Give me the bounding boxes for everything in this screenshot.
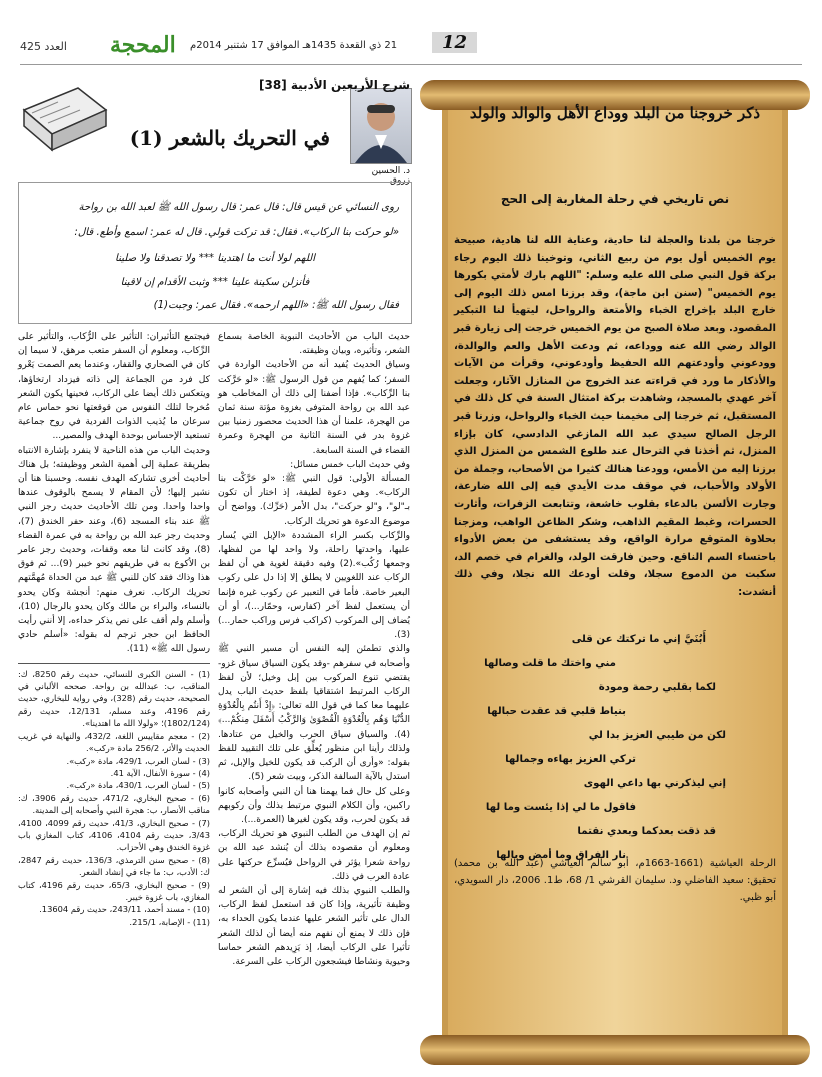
footnote: (11) - الإصابة، 215/1.: [129, 916, 210, 927]
paragraph: ثم إن الهدف من الطلب النبوي هو تحريك الركاب، ومعلوم أن مقصوده بذلك أن يُنشد عبد الله بن رواحة شعرا يؤثر في الرواحل فيُسرِّع حركتها على عادة العرب في ذلك.: [218, 829, 410, 882]
article-title: في التحريك بالشعر (1): [129, 126, 330, 150]
article-column-right: [218, 330, 410, 969]
poem: [454, 628, 776, 868]
author-name: د. الحسين زروق: [371, 166, 410, 186]
page-number: 12: [432, 32, 477, 53]
footnote: (6) - صحيح البخاري، 471/2، حديث رقم 3906، ك: مناقب الأنصار، ب: هجرة النبي وأصحابه إلى المدينة.: [18, 792, 210, 816]
paragraph: والرِّكاب بكسر الراء المشددة «الإبل التي يُسار عليها، واحدتها راحلة، ولا واحد لها من لفظها، وجمعها رُكُب».(2) وفيه دقيقة لغوية هي أن لفظ الركاب عند اللغويين لا يطلق إلا إذا دل على ركوب البعير خاصة. فأما في التعبير عن ركوب غيره فإنما أن يستعمل لفظ آخر (كفارس، وحمّار...)، أو أن يُضاف إلى المركوب (كراكب فرس وراكب حمار...) (3).: [218, 530, 410, 641]
page-header: [20, 30, 802, 65]
article-column-left: [18, 330, 210, 928]
quote-line: اللهم لولا أنت ما اهتدينا *** ولا تصدقنا ولا صلينا: [114, 253, 316, 264]
paragraph: فيجتمع التأثيران: التأثير على الرُّكاب، والتأثير على الرِّكاب، ومعلوم أن السفر متعب مرهق، لا سيما إن كان في الصحاري والقفار، وعندما يعم الصمت يَعْرو كل فرد من الجماعة إلى ذاته فيزداد ارتخاؤها، ويتعكس ذلك أيضا على الركاب، فحينها يكون الشعر مُخرجا لتلك النفوس من قوقعتها نحو حماس عام سرعان ما يُذيب الذوات الفردية في روح جماعية تستعيد الإحساس بوحدة الهدف والمصير...: [18, 332, 210, 442]
footnote: (9) - صحيح البخاري، 65/3، حديث رقم 4196، كتاب المغازي، باب غزوة خيبر.: [18, 879, 210, 902]
quote-line: فأنزلن سكينة علينا *** وثبت الأقدام إن لاقينا: [120, 277, 310, 288]
book-icon: [18, 80, 110, 158]
quote-line: روى النسائي عن قيس قال: قال عمر: قال رسول الله ﷺ لعبد الله بن رواحة: [78, 202, 399, 213]
magazine-logo: المحجة: [110, 32, 176, 58]
paragraph: والطلب النبوي بذلك فيه إشارة إلى أن الشعر له وظيفة تأثيرية، وإذا كان قد استعمل لفظ الركاب، الدال على تأثير الشعر عليها عندما يكون الحداء به، فإن ذلك لا يمنع أن نفهم منه أيضا أن لذلك الشعر تأثيرا على الركاب أيضا، إذ يَزِيدهم الشعر حماسا وحيوية ونشاطا فيشجعون الركاب على السرعة.: [218, 885, 410, 967]
article-body: [18, 330, 410, 1070]
poem-line: قد ذقت بعدكما وبعدي نقتما: [577, 826, 716, 837]
issue-date: 21 ذي القعدة 1435هـ الموافق 17 شتنبر 2014م: [190, 40, 398, 51]
footnote-divider: [18, 663, 210, 664]
quote-line: فقال رسول الله ﷺ: «اللهم ارحمه». فقال عمر: وجبت(1): [153, 300, 399, 311]
poem-line: مني واختك ما قلت وصالها: [484, 658, 616, 669]
quote-line: «لو حركت بنا الركاب». فقال: قد تركت قولي. قال له عمر: اسمع وأطع. قال:: [74, 227, 399, 238]
poem-line: لكما بقلبي رحمة ومودة: [598, 682, 716, 693]
paragraph: حديث الباب من الأحاديث النبوية الخاصة بسماع الشعر، وتأثيره، وبيان وظيفته.: [218, 332, 410, 357]
paragraph: وفي حديث الباب خمس مسائل:: [290, 459, 410, 470]
hadith-quote-box: [18, 182, 412, 324]
poem-line: إني ليذكرني بها داعي الهوى: [583, 778, 726, 789]
poem-line: لكن من طيبي العزيز بدا لي: [588, 730, 726, 741]
paragraph: وعلى كل حال فما يهمنا هنا أن النبي وأصحابه كانوا راكبين، وأن الكلام النبوي مرتبط بذلك وأن ركوبهم قد يكون لحرب، وقد يكون لغيرها (العمرة...).: [218, 786, 410, 825]
scroll-title: ذكر خروجنا من البلد ووداع الأهل والوالد والولد: [469, 104, 761, 122]
history-scroll: [420, 80, 810, 1065]
footnote: (4) - سورة الأنفال، الآية 41.: [110, 767, 210, 778]
poem-line: أَبُنَيَّ إني ما تركتك عن قلى: [571, 634, 706, 645]
poem-line: بنياط قلبي قد عقدت حبالها: [487, 706, 626, 717]
issue-number: العدد 425: [20, 40, 67, 53]
scroll-reference: الرحلة العياشية (1661-1663م، أبو سالم العياشي (عبد الله بن محمد) تحقيق: سعيد الفاضلي ود. سليمان القرشي 1/ 68، ط1. 2006، دار السويدي، أبو ظبي.: [454, 858, 776, 903]
article-header: [18, 74, 410, 186]
poem-line: نار الفراق وما أمض وبالها: [496, 850, 626, 861]
footnote: (8) - صحيح سنن الترمذي، 136/3، حديث رقم 2847، ك: الأدب، ب: ما جاء في إنشاد الشعر.: [18, 854, 210, 878]
author-photo: [350, 88, 412, 164]
paragraph: وحديث الباب من هذه الناحية لا ينفرد بإشارة الانتباه بطريقة عملية إلى أهمية الشعر ووظيفته؛ بل هناك أحاديث أخرى تشاركه الهدف نفسه. وحسبنا هنا أن نشير إليها؛ لأن المقام لا يسمح بالوقوف عندها واحدا واحدا. ومن تلك الأحاديث حديث رجز النبي ﷺ عند بناء المسجد (6)، وعند حفر الخندق (7)، وحديث رجز عبد الله بن رواحة به في عمرة القضاء (8)، وقد كانت لنا معه وقفات، وحديث رجز عامر بن الأكوع به في طريقهم نحو خيبر (9)... ثم فوق هذا وذاك فقد كان للنبي ﷺ عبد من الحداة مُهمَّتهم تحريك الركاب. نعرف منهم: أنجشة وكان يحدو بالنساء، والبراء بن مالك وكان يحدو بالرجال (10)، وأسلم ولم أقف على نص يذكر حداءه، إلا أنني رأيت الحافظ ابن حجر ترجم له بقوله: «أسلم حادي رسول الله ﷺ» (11).: [18, 445, 210, 655]
footnote: (1) - السنن الكبرى للنسائي، حديث رقم 8250، ك: المناقب، ب: عبدالله بن رواحة. صححه الألباني في الصحيحة، حديث رقم (328)، وفي رواية للبخاري، حديث رقم 4196، وعند مسلم، 12/131، حديث رقم (1802/124)؛ «ولولا الله ما اهتدينا».: [18, 668, 211, 729]
paragraph: والذي تطمئن إليه النفس أن مسير النبي ﷺ وأصحابه في سفرهم -وقد يكون السياق سياق غزو- يقتضي تنوع المركوب بين إبل وخيل؛ لأن لفظ الركاب المرتبط اشتقاقيا بلفظ حديث الباب يدل عليهما معا كما في قول الله تعالى: ﴿إِذْ أَنتُم بِالْعُدْوَةِ الدُّنْيَا وَهُم بِالْعُدْوَةِ الْقُصْوَىٰ وَالرَّكْبُ أَسْفَلَ مِنكُمْ...﴾ (4). والسياق سياق الحرب والخيل من عتادها. ولذلك رأينا ابن منظور يُعلِّق على تلك التقييد للفظ بقوله: «وأرى أن الركب قد يكون للخيل والإبل، ثم استدل بالآية السالفة الذكر، وبيت شعر (5).: [218, 644, 410, 783]
paragraph: وسياق الحديث يُفيد أنه من الأحاديث الواردة في السفر؛ كما يُفهم من قول الرسول ﷺ: «لو حَرَّكت بنا الرِّكاب». فإذا أضفنا إلى ذلك أن المخاطب هو عبد الله بن رواحة المتوفى بغزوة مؤتة سنة ثمان من الهجرة، علمنا أن هذا الحديث محصور زمنيا بين غزوة بدر في السنة الثانية من الهجرة وعمرة القضاء في السنة السابعة.: [218, 360, 410, 456]
poem-line: فاقول ما لي إذا يئست وما لها: [485, 802, 636, 813]
series-title: شرح الأربعين الأدبية [38]: [259, 78, 410, 92]
footnote: (2) - معجم مقاييس اللغة، 432/2، والنهاية في غريب الحديث والأثر، 256/2 مادة «ركب».: [18, 730, 210, 754]
scroll-body-text: خرجنا من بلدنا والعجلة لنا حادية، وعناية الله لنا هادية، صبيحة يوم الخميس أول يوم من ربيع الثاني، وتوخينا ذلك اليوم رجاء بركة قول النبي صلى الله عليه وسلم: "اللهم بارك لأمتي بكورها يوم الخميس" (سنن ابن ماجة)، وقد برزنا امس ذلك اليوم إلى خارج البلد بإخراج الخباء والأمتعة والرواحل، ليتهيأ لنا التبكير المقصود. وبعد صلاة الصبح من يوم الخميس خرجت إلى زيارة قبر الوالد رضي الله عنه ووداعه، ثم ودعت الأهل والعم والوالدة، وودعوني وأودعتهم الله الحفيظ وأودعوني، وقرأت من الآيات والأذكار ما ورد في قراءته عند الخروج من المنازل الآثار، وجعلت آخر عهدي بالمسجد، وشاهدت بركة امتثال السنة في كل ذلك في المستقبل، ثم خرجنا إلى مخيمنا حيث الخباء والرواحل، وزرنا قبر الرجل الصالح سيدي عبد الله المازغي الدادسي، كان بإزاء المنزل، ثم أخذنا في الترحال عند طلوع الشمس من المنزل الذي برزنا إليه من الأمس، وودعنا هنالك كثيرا من الأصحاب، وجملة من الأولاد والأحباب، في موقف مدت الأيدي فيه إلى الله ضارعة، وجارت الألسن بالدعاء بقلوب خاشعة، وتتابعت الزفرات، وأثارت الحسرات، وغبط المقيم الذاهب، وشكر الظاعن الواهب، ومزجنا بحلاوة المتوقع مرارة الواقع، وقد يستشفى من بعض الأدواء باحتساء السم الناقع. وحين فارقت الولد، والغرام في خصم الد، سكبت من الدموع سجلا، وقلت أودعك الله نجلا، وفي ذلك أنشدت:: [454, 235, 776, 598]
footnote: (10) - مسند أحمد، 243/11، حديث رقم 13604.: [39, 904, 210, 915]
footnote: (3) - لسان العرب، 429/1، مادة «ركب».: [66, 755, 210, 766]
paragraph: المسألة الأولى: قول النبي ﷺ: «لو حَرَّكْت بنا الركاب». وهي دعوة لطيفة، إذ اختار أن تكون بـ"لو"، و"لو حركت"، بدل الأمر (حَرِّك). وواضح أن موضوع الدعوة هو تحريك الركاب.: [218, 474, 410, 527]
scroll-subtitle: نص تاريخي في رحلة المغاربة إلى الحج: [500, 192, 730, 206]
footnote: (5) - لسان العرب، 430/1، مادة «ركب».: [66, 780, 210, 791]
poem-line: تركي العزيز بهاءه وجمالها: [505, 754, 636, 765]
footnote: (7) - صحيح البخاري، 41/3، حديث رقم 4099، 4100، 3/43، حديث رقم 4104، 4106، كتاب المغازي باب غزوة الخندق وهي الأحزاب.: [18, 817, 210, 853]
